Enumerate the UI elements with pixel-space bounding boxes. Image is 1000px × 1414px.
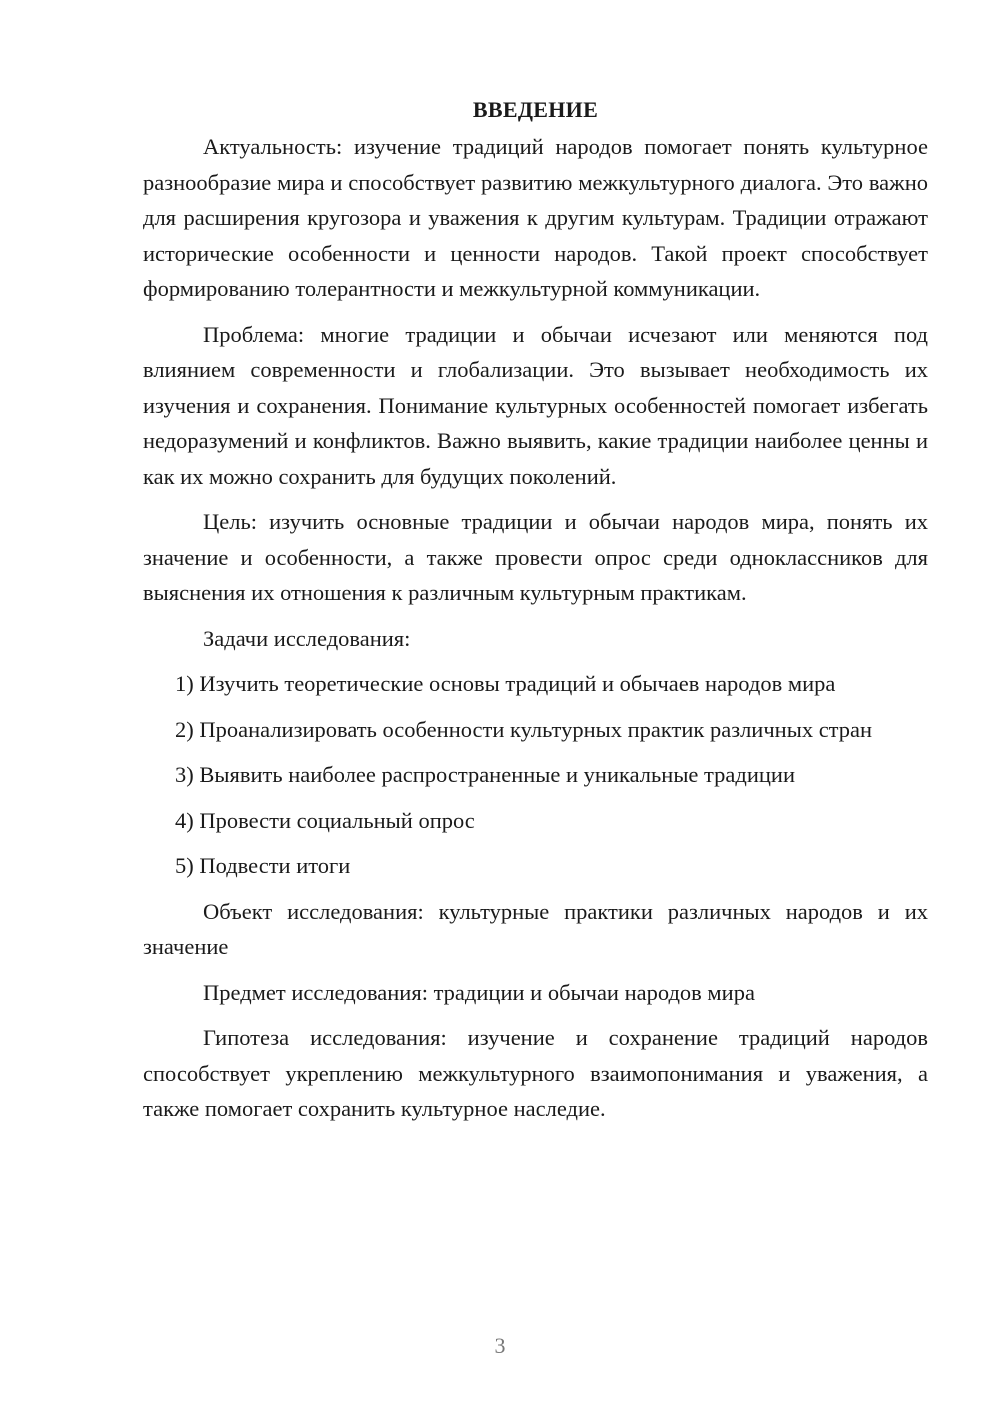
page-number: 3 xyxy=(494,1333,506,1358)
list-item: 5) Подвести итоги xyxy=(175,853,351,878)
tasks-title: Задачи исследования: xyxy=(203,625,411,651)
section-heading: ВВЕДЕНИЕ xyxy=(472,97,599,122)
list-item: 2) Проанализировать особенности культурных практик различных стран xyxy=(175,716,873,742)
list-item: 3) Выявить наиболее распространенные и уникальные традиции xyxy=(175,762,796,787)
goal-paragraph: Цель: изучить основные традиции и обычаи народов мира, понять их значение и особенности, а также провести опрос среди одноклассников для выяснения их отношения к различным культурным практикам. xyxy=(143,509,928,605)
object-paragraph: Объект исследования: культурные практики различных народов и их значение xyxy=(143,898,928,959)
problem-paragraph: Проблема: многие традиции и обычаи исчезают или меняются под влиянием современности и глобализации. Это вызывает необходимость их изучения и сохранения. Понимание культурных особенностей помогает избегать недоразумений и конфликтов. Важно выявить, какие традиции наиболее ценны и как их можно сохранить для будущих поколений. xyxy=(143,321,928,489)
relevance-paragraph: Актуальность: изучение традиций народов помогает понять культурное разнообразие мира и способствует развитию межкультурного диалога. Это важно для расширения кругозора и уважения к другим культурам. Традиции отражают исторические особенности и ценности народов. Такой проект способствует формированию толерантности и межкультурной коммуникации. xyxy=(143,134,928,301)
tasks-list xyxy=(143,666,928,884)
hypothesis-paragraph: Гипотеза исследования: изучение и сохранение традиций народов способствует укреплению межкультурного взаимопонимания и уважения, а также помогает сохранить культурное наследие. xyxy=(143,1025,928,1121)
subject-paragraph: Предмет исследования: традиции и обычаи народов мира xyxy=(203,979,755,1005)
list-item: 4) Провести социальный опрос xyxy=(175,807,475,833)
list-item: 1) Изучить теоретические основы традиций и обычаев народов мира xyxy=(175,671,836,696)
document-body xyxy=(143,92,928,1137)
